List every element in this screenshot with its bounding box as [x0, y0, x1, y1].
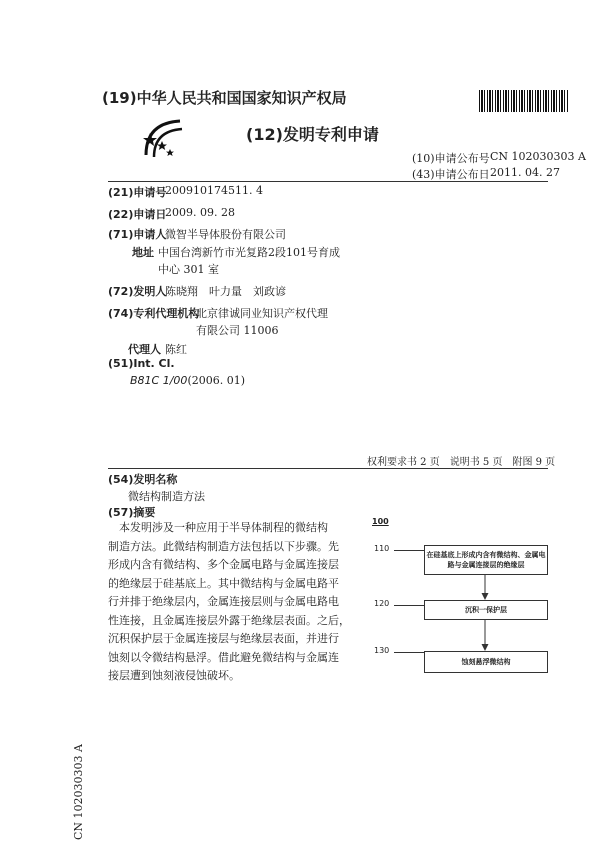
application-number: 200910174511. 4	[165, 184, 263, 197]
agency-line-2: 有限公司 11006	[196, 324, 279, 337]
leader-line	[394, 550, 424, 551]
flow-step-120: 沉积一保护层	[424, 600, 548, 620]
flow-arrow-1	[480, 574, 490, 600]
agent-label: 代理人	[128, 343, 161, 356]
agent-name: 陈红	[165, 343, 187, 356]
agency-line-1: 北京律诚同业知识产权代理	[196, 307, 328, 320]
invention-title: 微结构制造方法	[128, 490, 205, 503]
int-cl-value	[130, 374, 245, 387]
applicant-label: (71)申请人	[108, 228, 167, 241]
int-cl-code: B81C 1/00	[130, 374, 188, 387]
flow-step-130: 蚀刻悬浮微结构	[424, 651, 548, 673]
issuing-office: (19)中华人民共和国国家知识产权局	[102, 89, 347, 107]
abstract-label: (57)摘要	[108, 506, 156, 519]
abstract-line: 形成内含有微结构、多个金属电路与金属连接层	[108, 558, 339, 571]
step-ref-110: 110	[374, 544, 390, 553]
abstract-line: 制造方法。此微结构制造方法包括以下步骤。先	[108, 539, 339, 553]
patent-office-emblem-icon	[140, 115, 186, 161]
abstract-line: 行并排于绝缘层内，金属连接层则与金属电路电	[108, 595, 339, 608]
side-publication-number: CN 102030303 A	[72, 744, 85, 840]
publication-date: 2011. 04. 27	[490, 166, 560, 179]
address-label: 地址	[132, 246, 154, 259]
leader-line	[394, 605, 424, 606]
inventor-label: (72)发明人	[108, 285, 167, 298]
address-line-2: 中心 301 室	[158, 263, 219, 276]
abstract-line: 本发明涉及一种应用于半导体制程的微结构	[108, 521, 328, 534]
application-date: 2009. 09. 28	[165, 206, 235, 219]
agency-label: (74)专利代理机构	[108, 307, 200, 320]
address-line-1: 中国台湾新竹市光复路2段101号育成	[158, 246, 340, 259]
publication-number: CN 102030303 A	[490, 150, 586, 163]
header-divider	[108, 181, 548, 182]
abstract-line: 接层遭到蚀刻液侵蚀破坏。	[108, 669, 240, 682]
document-type-title: (12)发明专利申请	[246, 125, 379, 144]
flow-step-110: 在硅基底上形成内含有微结构、金属电路与金属连接层的绝缘层	[424, 545, 548, 575]
invention-title-label: (54)发明名称	[108, 473, 178, 486]
leader-line	[394, 652, 424, 653]
page-count-info: 权利要求书 2 页 说明书 5 页 附图 9 页	[367, 457, 556, 468]
applicant-name: 微智半导体股份有限公司	[165, 228, 286, 241]
int-cl-version: (2006. 01)	[187, 374, 246, 387]
step-ref-120: 120	[374, 599, 390, 608]
section-divider	[108, 468, 548, 469]
inventor-names: 陈晓翔 叶力量 刘政谚	[165, 285, 286, 298]
publication-date-label: (43)申请公布日	[412, 168, 490, 181]
abstract-line: 的绝缘层于硅基底上。其中微结构与金属电路平	[108, 576, 339, 590]
abstract-line: 蚀刻以令微结构悬浮。借此避免微结构与金属连	[108, 650, 339, 664]
abstract-line: 沉积保护层于金属连接层与绝缘层表面，并进行	[108, 632, 339, 645]
abstract-line: 性连接，且金属连接层外露于绝缘层表面。之后，	[108, 613, 350, 627]
barcode-image	[479, 90, 569, 112]
step-ref-130: 130	[374, 646, 390, 655]
abstract-text	[108, 519, 358, 686]
flow-arrow-2	[480, 619, 490, 651]
figure-ref-100: 100	[372, 517, 389, 526]
application-number-label: (21)申请号	[108, 186, 167, 199]
int-cl-label: (51)Int. Cl.	[108, 357, 175, 370]
application-date-label: (22)申请日	[108, 208, 167, 221]
publication-number-label: (10)申请公布号	[412, 152, 490, 165]
